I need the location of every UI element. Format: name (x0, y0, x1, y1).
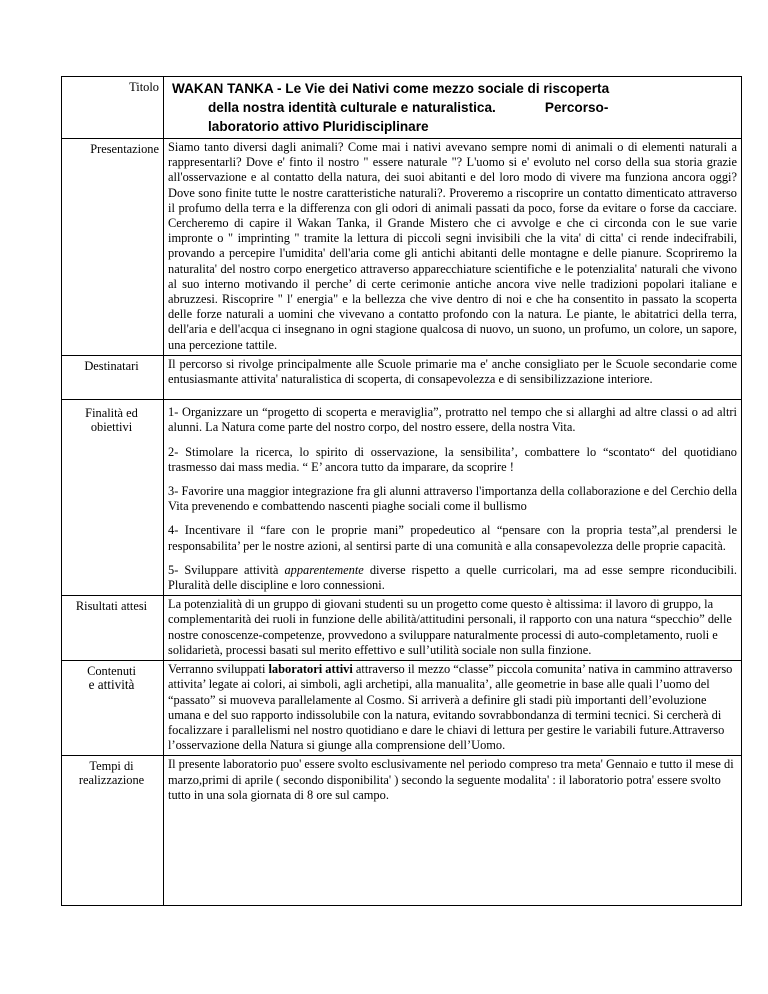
objective-5-start: 5- Sviluppare attività (168, 562, 285, 577)
value-contenuti (164, 661, 742, 756)
project-form (61, 76, 742, 906)
row-titolo (62, 77, 742, 139)
value-presentazione: Siamo tanto diversi dagli animali? Come mai i nativi avevano sempre nomi di animali o di elementi naturali a rappresentarli? Dove e' finto il nostro " essere naturale "? L'uomo si e' evoluto nel corso della sua storia grazie all'osservazione e al contatto della natura, dei suoi abitanti e del loro modo di vivere ma funziona ancora oggi? Dove sono finite tutte le nostre caratteristiche naturali?. Proveremo a riscoprire un contatto dimenticato attraverso il profumo della terra e la differenza con gli odori di animali passati da poco, forse da evitare o forse da cacciare. Cercheremo di capire il Wakan Tanka, il Grande Mistero che ci avvolge e che ci circonda con le sue varie impronte o " imprinting " tramite la lettura di piccoli segni invisibili che la vita' di citta' ci rende indecifrabili, provando a percepire l'umidita' dell'aria come gli antichi abitanti delle montagne e delle pianure. Scopriremo la naturalita' del nostro corpo energetico attraverso apparecchiature scientifiche e le potenzialita' naturali che vivono al suo interno motivando il perche’ di certe cerimonie antiche ancora vive nelle tradizioni popolari italiane e abruzzesi. Riscoprire " l' energia" e la bellezza che vive dentro di noi e che ha consentito in passato la scoperta delle forze naturali a uomini che vivevano a contatto profondo con la natura. Le piante, le abitatrici della terra, dell'aria e dell'acqua ci insegnano in ogni stagione qualcosa di nuovo, un suono, un profumo, un colore, un sapore, una percezione tattile. (164, 139, 742, 356)
value-tempi (164, 756, 742, 906)
label-tempi: Tempi di realizzazione (62, 756, 164, 906)
value-titolo (164, 77, 742, 139)
row-risultati (62, 596, 742, 661)
label-contenuti (62, 661, 164, 756)
label-contenuti-line2: e attività (88, 677, 135, 693)
contenuti-end: attraverso il mezzo “classe” piccola comunita’ nativa in cammino attraverso attivita’ legate ai colori, ai simboli, agli archetipi, alla manualita’, alle geometrie in base alle quali l’uomo del “passato” si muoveva parallelamente al Cosmo. Si arriverà a definire gli stadi più importanti dell’evoluzione umana e del suo rapporto indissolubile con la natura, evitando sovrabbondanza di termini tecnici. Si cercherà di focalizzare i parallelismi nel nostro quotidiano e dare le chiavi di lettura per gestire le variabili future.Attraverso l’osservazione della Natura si giunge alla comprensione dell’Uomo. (168, 662, 733, 753)
objective-5-italic: apparentemente (284, 562, 364, 577)
label-risultati: Risultati attesi (62, 596, 164, 661)
contenuti-start: Verranno sviluppati (168, 662, 269, 677)
contenuti-bold: laboratori attivi (268, 662, 353, 677)
label-presentazione: Presentazione (62, 139, 164, 356)
objective-item-5 (168, 563, 737, 593)
spacer (168, 803, 737, 903)
label-finalita: Finalità ed obiettivi (62, 400, 164, 596)
objective-item-4: 4- Incentivare il “fare con le proprie mani” propedeutico al “pensare con la propria testa”,al prendersi le responsabilita’ per le nostre azioni, al sentirsi parte di una comunità e alla consapevolezza delle proprie capacità. (168, 523, 737, 553)
title-line-1: WAKAN TANKA - Le Vie dei Nativi come mezzo sociale di riscoperta (172, 81, 610, 96)
project-table (61, 76, 742, 906)
row-contenuti (62, 661, 742, 756)
objective-item-2: 2- Stimolare la ricerca, lo spirito di osservazione, la sensibilita’, combattere lo “scontato“ del quotidiano trasmesso dai mass media. “ E’ ancora tutto da imparare, da scoprire ! (168, 444, 737, 474)
value-risultati: La potenzialità di un gruppo di giovani studenti su un progetto come questo è altissima: il lavoro di gruppo, la complementarità dei ruoli in funzione delle abilità/attitudini personali, il rapporto con una natura “specchio” delle nostre conoscenze-competenze, provvedono a sviluppare naturalmente processi di auto-completamento, ruoli e solidarietà, processi basati sul merito effettivo e sull’utilità sociale non sulla finzione. (164, 596, 742, 661)
label-destinatari: Destinatari (62, 355, 164, 399)
objective-item-3: 3- Favorire una maggior integrazione fra gli alunni attraverso l'importanza della collaborazione e del Cerchio della Vita prevenendo e combattendo nascenti piaghe sociali come il bullismo (168, 484, 737, 514)
value-finalita (164, 400, 742, 596)
objective-item-1: 1- Organizzare un “progetto di scoperta e meraviglia”, protratto nel tempo che si allarghi ad altre classi o ad altri alunni. La Natura come parte del nostro corpo, del nostro essere, della nostra Vita. (168, 405, 737, 435)
title-line-2: della nostra identità culturale e naturalistica. Percorso- (208, 100, 609, 115)
label-titolo: Titolo (62, 77, 164, 139)
tempi-text: Il presente laboratorio puo' essere svolto esclusivamente nel periodo compreso tra meta' Gennaio e tutto il mese di marzo,primi di aprile ( secondo disponibilita' ) secondo la seguente modalita' : il laboratorio potra' essere svolto tutto in una sola giornata di 8 ore sul campo. (168, 757, 734, 802)
value-destinatari (164, 355, 742, 399)
row-presentazione (62, 139, 742, 356)
title-line-3: laboratorio attivo Pluridisciplinare (208, 119, 429, 134)
label-contenuti-line1: Contenuti (87, 664, 136, 679)
row-finalita (62, 400, 742, 596)
row-destinatari (62, 355, 742, 399)
destinatari-text: Il percorso si rivolge principalmente alle Scuole primarie ma e' anche consigliato per le Scuole secondarie come entusiasmante attivita' naturalistica di scoperta, di consapevolezza e di sensibilizzazione interiore. (168, 356, 737, 387)
spacer (168, 387, 737, 397)
row-tempi (62, 756, 742, 906)
project-title (168, 78, 737, 136)
objective-5-end: diverse rispetto a quelle curricolari, ma ad esse sempre riconducibili. Pluralità delle discipline e loro connessioni. (168, 562, 737, 593)
